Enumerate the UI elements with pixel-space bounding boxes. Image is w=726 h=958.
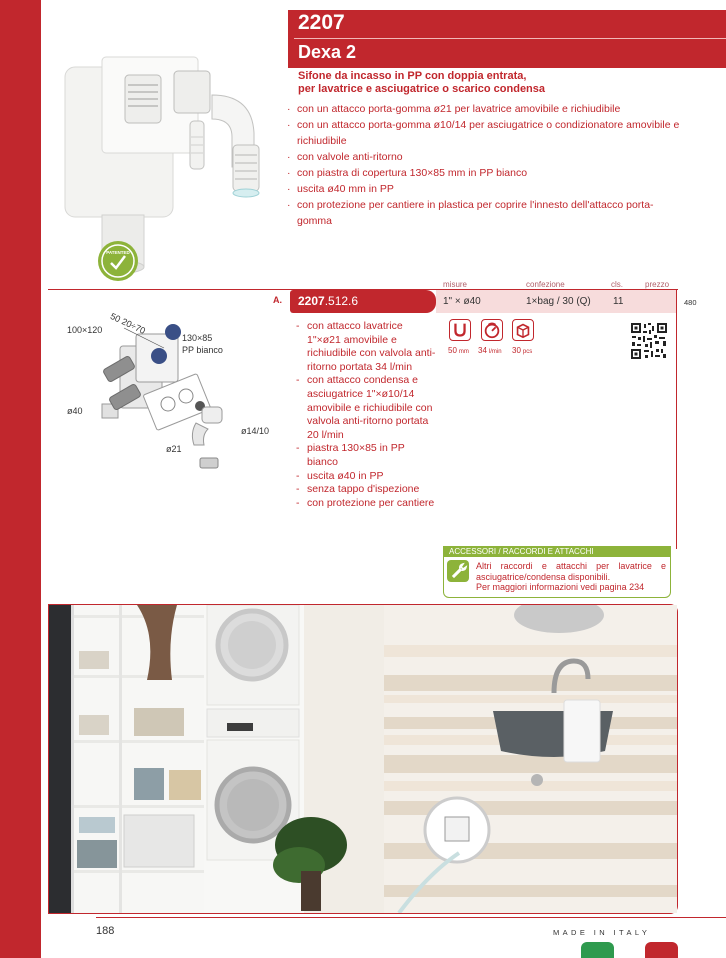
plate-material: PP bianco: [182, 345, 223, 355]
product-name-title: Dexa 2: [298, 42, 357, 62]
product-code-title: 2207: [298, 11, 345, 34]
patented-badge: [97, 240, 139, 282]
accessories-title: ACCESSORI / RACCORDI E ATTACCHI: [449, 547, 594, 556]
column-header-cls: cls.: [611, 280, 623, 289]
accessories-text: [476, 561, 666, 593]
siphon-unit: mm: [458, 349, 469, 355]
cell-misure: 1" × ø40: [443, 296, 481, 307]
variant-letter: A.: [273, 295, 282, 305]
qr-code: [630, 322, 668, 360]
feature-list: [286, 101, 686, 229]
description-item: - con attacco lavatrice 1"×ø21 amovibile e richiudibile con valvola anti-ritorno portata 34 l/min: [296, 320, 438, 374]
column-header-confezione: confezione: [526, 280, 565, 289]
feature-item: · con valvole anti-ritorno: [286, 149, 686, 165]
header-divider: [294, 38, 726, 39]
flow-rate-unit: l/min: [488, 349, 502, 355]
package-value: 30: [512, 346, 521, 355]
article-code: [298, 294, 358, 308]
accessories-line-1: Altri raccordi e attacchi per lavatrice e asciugatrice/condensa disponibili.: [476, 561, 666, 582]
package-icon: [512, 319, 534, 341]
dimension-outlet: ø40: [67, 406, 83, 416]
dimension-hose-large: ø21: [166, 444, 182, 454]
page-number: 188: [96, 925, 115, 937]
package-unit: pcs: [522, 349, 533, 355]
accessories-line-2: Per maggiori informazioni vedi pagina 234: [476, 582, 645, 592]
siphon-caption: [448, 346, 469, 355]
description-item: - senza tappo d'ispezione: [296, 483, 438, 497]
footer-rule: [96, 917, 726, 918]
subtitle-line-1: Sifone da incasso in PP con doppia entrata,: [298, 70, 527, 82]
package-caption: [512, 346, 532, 355]
feature-item: · con piastra di copertura 130×85 mm in PP bianco: [286, 165, 686, 181]
variant-description-list: [296, 320, 438, 510]
feature-item: · con un attacco porta-gomma ø21 per lavatrice amovibile e richiudibile: [286, 101, 686, 117]
flag-green-tab: [581, 942, 614, 958]
price-page-reference: 480: [684, 298, 697, 307]
flow-rate-icon: [481, 319, 503, 341]
installation-photo: [49, 605, 677, 913]
siphon-value: 50: [448, 346, 457, 355]
siphon-icon: [449, 319, 471, 341]
made-in-italy-label: MADE IN ITALY: [553, 928, 651, 937]
left-color-band: [0, 0, 41, 958]
flow-rate-value: 34: [478, 346, 487, 355]
wrench-icon: [447, 560, 469, 582]
dimension-depth: 50 20÷70: [108, 311, 147, 336]
column-header-prezzo: prezzo: [645, 280, 670, 289]
feature-item: · con un attacco porta-gomma ø10/14 per asciugatrice o condizionatore amovibile e richiudibile: [286, 117, 686, 149]
description-item: - con attacco condensa e asciugatrice 1"×ø10/14 amovibile e richiudibile con valvola anti-ritorno portata 20 l/min: [296, 374, 438, 442]
section-right-rule: [676, 289, 677, 549]
column-header-misure: misure: [443, 280, 468, 289]
cell-cls: 11: [613, 296, 624, 307]
dimension-overall: 100×120: [67, 325, 103, 335]
description-item: - con protezione per cantiere: [296, 497, 438, 511]
cell-confezione: 1×bag / 30 (Q): [526, 296, 591, 307]
description-item: - uscita ø40 in PP: [296, 470, 438, 484]
flow-rate-caption: [478, 346, 502, 355]
article-code-base: 2207: [298, 294, 325, 308]
feature-item: · con protezione per cantiere in plastica per coprire l'innesto dell'attacco porta-gomma: [286, 197, 686, 229]
subtitle-line-2: per lavatrice e asciugatrice o scarico condensa: [298, 83, 546, 95]
product-subtitle: [298, 70, 598, 96]
flag-red-tab: [645, 942, 678, 958]
feature-item: · uscita ø40 mm in PP: [286, 181, 686, 197]
patented-badge-text: PATENTED: [106, 250, 130, 255]
dimension-plate: 130×85: [182, 333, 213, 343]
description-item: - piastra 130×85 in PP bianco: [296, 442, 438, 469]
dimension-hose-small: ø14/10: [241, 426, 270, 436]
product-image: [62, 55, 288, 285]
article-code-suffix: .512.6: [324, 294, 359, 308]
